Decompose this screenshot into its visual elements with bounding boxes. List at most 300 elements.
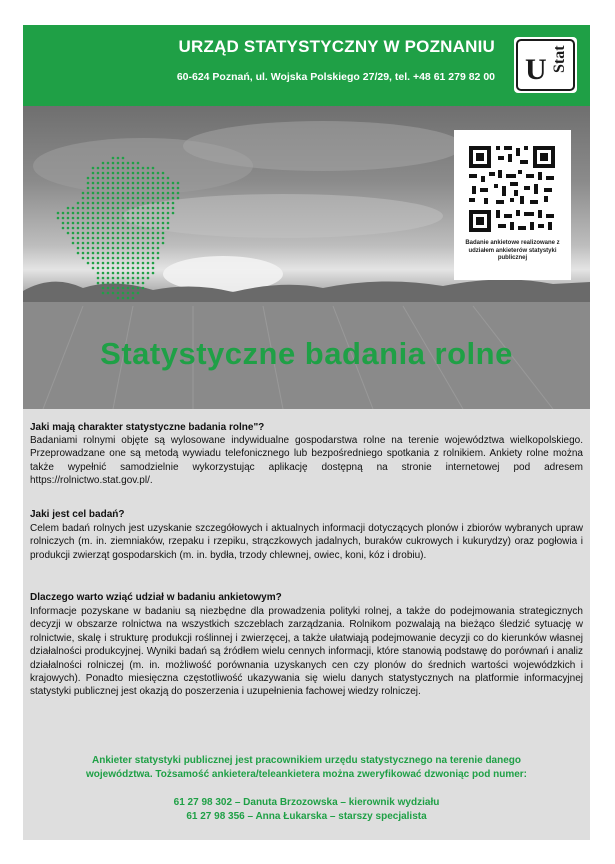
map-dot (82, 217, 85, 220)
map-dot (152, 252, 155, 255)
map-dot (152, 202, 155, 205)
svg-text:U: U (525, 53, 547, 86)
map-dot (152, 247, 155, 250)
map-dot (87, 177, 90, 180)
map-dot (137, 222, 140, 225)
map-dot (177, 182, 180, 185)
map-dot (142, 272, 145, 275)
map-dot (87, 192, 90, 195)
contact-list (23, 796, 590, 824)
map-dot (122, 212, 125, 215)
map-dot (72, 237, 75, 240)
map-dot (107, 282, 110, 285)
map-dot (137, 287, 140, 290)
map-dot (137, 187, 140, 190)
map-dot (147, 277, 150, 280)
map-dot (157, 252, 160, 255)
map-dot (107, 187, 110, 190)
map-dot (147, 202, 150, 205)
map-dot (142, 217, 145, 220)
map-dot (122, 227, 125, 230)
map-dot (117, 262, 120, 265)
map-dot (122, 252, 125, 255)
map-dot (142, 222, 145, 225)
map-dot (157, 187, 160, 190)
map-dot (132, 262, 135, 265)
map-dot (62, 217, 65, 220)
answer-text: Celem badań rolnych jest uzyskanie szczegółowych i aktualnych informacji dotyczących plonów i zbiorów wybranych upraw rolniczych (m. in. ziemniaków, rzepaku i rzepiku, strączkowych jadalnych, buraków cukrowych i kukurydzy) oraz pogłowia i produkcji zwierząt gospodarskich (m. in. bydła, trzody chlewnej, owiec, koni, kóz i drobiu). (30, 523, 583, 561)
map-dot (102, 232, 105, 235)
map-dot (97, 267, 100, 270)
map-dot (127, 262, 130, 265)
map-dot (177, 197, 180, 200)
map-dot (112, 182, 115, 185)
ustat-logo (514, 37, 577, 93)
contact-line: 61 27 98 356 – Anna Łukarska – starszy specjalista (186, 811, 427, 822)
map-dot (157, 182, 160, 185)
map-dot (147, 232, 150, 235)
map-dot (97, 257, 100, 260)
map-dot (77, 227, 80, 230)
map-dot (107, 292, 110, 295)
map-dot (97, 237, 100, 240)
map-dot (127, 192, 130, 195)
map-dot (127, 217, 130, 220)
map-dot (137, 242, 140, 245)
map-dot (132, 227, 135, 230)
map-dot (152, 222, 155, 225)
notice-line: Ankieter statystyki publicznej jest pracownikiem urzędu statystycznego na terenie danego (91, 755, 521, 766)
map-dot (167, 217, 170, 220)
map-dot (162, 227, 165, 230)
map-dot (127, 167, 130, 170)
map-dot (112, 287, 115, 290)
map-dot (77, 247, 80, 250)
map-dot (117, 267, 120, 270)
map-dot (117, 287, 120, 290)
question-heading: Jaki jest cel badań? (30, 509, 125, 520)
map-dot (107, 182, 110, 185)
question-heading: Jaki mają charakter statystyczne badania rolne"? (30, 422, 265, 433)
map-dot (127, 242, 130, 245)
qr-code-icon (454, 130, 571, 240)
map-dot (147, 167, 150, 170)
map-dot (117, 237, 120, 240)
map-dot (67, 207, 70, 210)
map-dot (137, 272, 140, 275)
map-dot (62, 222, 65, 225)
map-dot (97, 182, 100, 185)
map-dot (162, 217, 165, 220)
map-dot (97, 222, 100, 225)
map-dot (82, 212, 85, 215)
map-dot (117, 192, 120, 195)
map-dot (92, 222, 95, 225)
map-dot (122, 177, 125, 180)
map-dot (167, 227, 170, 230)
map-dot (157, 212, 160, 215)
map-dot (107, 242, 110, 245)
map-dot (167, 222, 170, 225)
map-dot (157, 197, 160, 200)
map-dot (122, 282, 125, 285)
map-dot (107, 247, 110, 250)
map-dot (142, 247, 145, 250)
map-dot (172, 207, 175, 210)
map-dot (117, 187, 120, 190)
map-dot (137, 182, 140, 185)
map-dot (107, 237, 110, 240)
map-dot (72, 242, 75, 245)
map-dot (132, 292, 135, 295)
map-dot (102, 217, 105, 220)
map-dot (92, 227, 95, 230)
map-dot (142, 197, 145, 200)
map-dot (102, 192, 105, 195)
map-dot (152, 197, 155, 200)
map-dot (82, 242, 85, 245)
map-dot (122, 262, 125, 265)
map-dot (127, 287, 130, 290)
map-dot (142, 227, 145, 230)
map-dot (142, 242, 145, 245)
map-dot (87, 262, 90, 265)
map-dot (147, 267, 150, 270)
map-dot (132, 267, 135, 270)
map-dot (102, 252, 105, 255)
map-dot (147, 212, 150, 215)
page-title: Statystyczne badania rolne (100, 336, 513, 371)
map-dot (137, 227, 140, 230)
map-dot (142, 172, 145, 175)
map-dot (167, 182, 170, 185)
map-dot (127, 277, 130, 280)
map-dot (102, 247, 105, 250)
map-dot (132, 252, 135, 255)
map-dot (102, 167, 105, 170)
map-dot (92, 207, 95, 210)
map-dot (152, 232, 155, 235)
map-dot (127, 187, 130, 190)
map-dot (127, 272, 130, 275)
map-dot (77, 222, 80, 225)
map-dot (147, 257, 150, 260)
interviewer-notice (23, 754, 590, 782)
map-dot (77, 217, 80, 220)
map-dot (72, 232, 75, 235)
map-dot (117, 252, 120, 255)
map-dot (82, 202, 85, 205)
map-dot (92, 177, 95, 180)
map-dot (122, 217, 125, 220)
map-dot (122, 182, 125, 185)
map-dot (147, 197, 150, 200)
qr-caption: Badanie ankietowe realizowane z udziałem ankieterów statystyki publicznej (465, 240, 560, 261)
map-dot (132, 247, 135, 250)
map-dot (72, 217, 75, 220)
map-dot (112, 217, 115, 220)
map-dot (147, 182, 150, 185)
map-dot (117, 162, 120, 165)
map-dot (137, 197, 140, 200)
map-dot (137, 167, 140, 170)
map-dot (162, 197, 165, 200)
map-dot (72, 207, 75, 210)
map-dot (157, 192, 160, 195)
map-dot (127, 182, 130, 185)
map-dot (92, 217, 95, 220)
map-dot (152, 227, 155, 230)
map-dot (127, 172, 130, 175)
map-dot (142, 252, 145, 255)
map-dot (97, 172, 100, 175)
map-dot (102, 222, 105, 225)
map-dot (102, 277, 105, 280)
map-dot (142, 202, 145, 205)
map-dot (82, 247, 85, 250)
map-dot (112, 272, 115, 275)
map-dot (87, 212, 90, 215)
map-dot (107, 177, 110, 180)
map-dot (77, 202, 80, 205)
map-dot (167, 177, 170, 180)
map-dot (112, 292, 115, 295)
map-dot (117, 217, 120, 220)
map-dot (117, 157, 120, 160)
map-dot (107, 227, 110, 230)
map-dot (107, 202, 110, 205)
map-dot (137, 207, 140, 210)
map-dot (112, 237, 115, 240)
map-dot (102, 267, 105, 270)
map-dot (92, 212, 95, 215)
map-dot (92, 252, 95, 255)
map-dot (117, 207, 120, 210)
map-dot (97, 262, 100, 265)
map-dot (157, 232, 160, 235)
map-dot (77, 232, 80, 235)
office-address: 60-624 Poznań, ul. Wojska Polskiego 27/29, tel. +48 61 279 82 00 (176, 71, 495, 83)
map-dot (132, 172, 135, 175)
map-dot (142, 277, 145, 280)
map-dot (117, 182, 120, 185)
map-dot (77, 212, 80, 215)
map-dot (157, 217, 160, 220)
map-dot (107, 162, 110, 165)
map-dot (172, 212, 175, 215)
map-dot (132, 167, 135, 170)
map-dot (112, 187, 115, 190)
map-dot (92, 242, 95, 245)
question-heading: Dlaczego warto wziąć udział w badaniu ankietowym? (30, 592, 282, 603)
map-dot (172, 197, 175, 200)
map-dot (162, 177, 165, 180)
qr-code-panel (454, 130, 571, 280)
map-dot (82, 232, 85, 235)
map-dot (107, 192, 110, 195)
map-dot (152, 237, 155, 240)
map-dot (102, 242, 105, 245)
map-dot (157, 172, 160, 175)
map-dot (107, 222, 110, 225)
map-dot (92, 192, 95, 195)
map-dot (172, 192, 175, 195)
map-dot (137, 267, 140, 270)
map-dot (152, 177, 155, 180)
hero-field-photo (23, 106, 590, 409)
map-dot (127, 197, 130, 200)
map-dot (122, 237, 125, 240)
map-dot (137, 292, 140, 295)
map-dot (97, 207, 100, 210)
map-dot (132, 207, 135, 210)
map-dot (97, 217, 100, 220)
map-dot (62, 227, 65, 230)
map-dot (97, 197, 100, 200)
map-dot (117, 212, 120, 215)
map-dot (142, 237, 145, 240)
map-dot (122, 187, 125, 190)
map-dot (177, 187, 180, 190)
map-dot (122, 247, 125, 250)
map-dot (137, 247, 140, 250)
map-dot (152, 272, 155, 275)
map-dot (177, 192, 180, 195)
map-dot (142, 187, 145, 190)
map-dot (132, 297, 135, 300)
map-dot (122, 167, 125, 170)
map-dot (117, 247, 120, 250)
map-dot (112, 232, 115, 235)
map-dot (77, 252, 80, 255)
map-dot (117, 222, 120, 225)
map-dot (142, 257, 145, 260)
map-dot (157, 257, 160, 260)
map-dot (172, 182, 175, 185)
map-dot (107, 277, 110, 280)
map-dot (137, 237, 140, 240)
map-dot (92, 267, 95, 270)
map-dot (77, 207, 80, 210)
map-dot (157, 242, 160, 245)
map-dot (137, 172, 140, 175)
map-dot (127, 177, 130, 180)
map-dot (107, 252, 110, 255)
map-dot (102, 197, 105, 200)
map-dot (127, 237, 130, 240)
map-dot (122, 172, 125, 175)
map-dot (142, 177, 145, 180)
office-name: URZĄD STATYSTYCZNY W POZNANIU (178, 37, 495, 56)
map-dot (132, 162, 135, 165)
map-dot (142, 267, 145, 270)
map-dot (87, 232, 90, 235)
map-dot (117, 272, 120, 275)
map-dot (117, 177, 120, 180)
map-dot (132, 222, 135, 225)
map-dot (142, 182, 145, 185)
map-dot (147, 172, 150, 175)
map-dot (147, 217, 150, 220)
map-dot (132, 192, 135, 195)
map-dot (157, 247, 160, 250)
map-dot (157, 207, 160, 210)
map-dot (87, 207, 90, 210)
map-dot (102, 262, 105, 265)
map-dot (162, 192, 165, 195)
map-dot (157, 227, 160, 230)
map-dot (92, 182, 95, 185)
map-dot (112, 202, 115, 205)
map-dot (162, 222, 165, 225)
map-dot (132, 232, 135, 235)
map-dot (82, 257, 85, 260)
map-dot (87, 227, 90, 230)
map-dot (137, 277, 140, 280)
map-dot (132, 287, 135, 290)
map-dot (152, 167, 155, 170)
map-dot (72, 222, 75, 225)
map-dot (67, 212, 70, 215)
answer-text: Informacje pozyskane w badaniu są niezbędne dla prowadzenia polityki rolnej, a także do podejmowania strategicznych decyzji w obszarze rolnictwa na wszystkich szczeblach zarządzania. Rolnikom pozwalają na bieżąco śledzić sytuację w rolnictwie, skalę i strukturę produkcji roślinnej i zwierzęcej, a także ułatwiają podejmowanie decyzji co do kierunków własnej działalności produkcyjnej. Wyniki badań są źródłem wielu cennych informacji, które stanowią podstawę do porównań i analiz działalności rolniczej (m. in. możliwość porównania uzyskanych cen czy plonów do średnich wartości wojewódzkich i krajowych). Ponadto miesięczna częstotliwość ukazywania się wielu danych statystycznych na platformie informacyjnej statystyki publicznej jest okazją do poszerzenia i uzupełnienia fachowej wiedzy rolniczej. (30, 606, 583, 698)
map-dot (137, 217, 140, 220)
map-dot (147, 247, 150, 250)
map-dot (122, 272, 125, 275)
map-dot (92, 257, 95, 260)
map-dot (117, 277, 120, 280)
map-dot (57, 217, 60, 220)
map-dot (112, 167, 115, 170)
map-dot (132, 237, 135, 240)
map-dot (112, 282, 115, 285)
map-dot (107, 232, 110, 235)
map-dot (142, 282, 145, 285)
map-dot (132, 257, 135, 260)
map-dot (112, 157, 115, 160)
map-dot (102, 282, 105, 285)
map-dot (132, 177, 135, 180)
map-dot (117, 292, 120, 295)
map-dot (112, 177, 115, 180)
map-dot (97, 177, 100, 180)
map-dot (142, 192, 145, 195)
map-dot (102, 207, 105, 210)
map-dot (127, 212, 130, 215)
map-dot (102, 162, 105, 165)
map-dot (107, 257, 110, 260)
map-dot (87, 257, 90, 260)
map-dot (102, 227, 105, 230)
map-dot (152, 242, 155, 245)
map-dot (132, 197, 135, 200)
map-dot (117, 242, 120, 245)
map-dot (107, 267, 110, 270)
map-dot (92, 247, 95, 250)
map-dot (127, 232, 130, 235)
map-dot (62, 212, 65, 215)
map-dot (102, 212, 105, 215)
map-dot (87, 197, 90, 200)
map-dot (132, 212, 135, 215)
map-dot (87, 182, 90, 185)
map-dot (142, 167, 145, 170)
map-dot (107, 207, 110, 210)
map-dot (147, 187, 150, 190)
map-dot (77, 242, 80, 245)
map-dot (117, 197, 120, 200)
svg-text:Stat: Stat (551, 45, 568, 73)
map-dot (132, 217, 135, 220)
